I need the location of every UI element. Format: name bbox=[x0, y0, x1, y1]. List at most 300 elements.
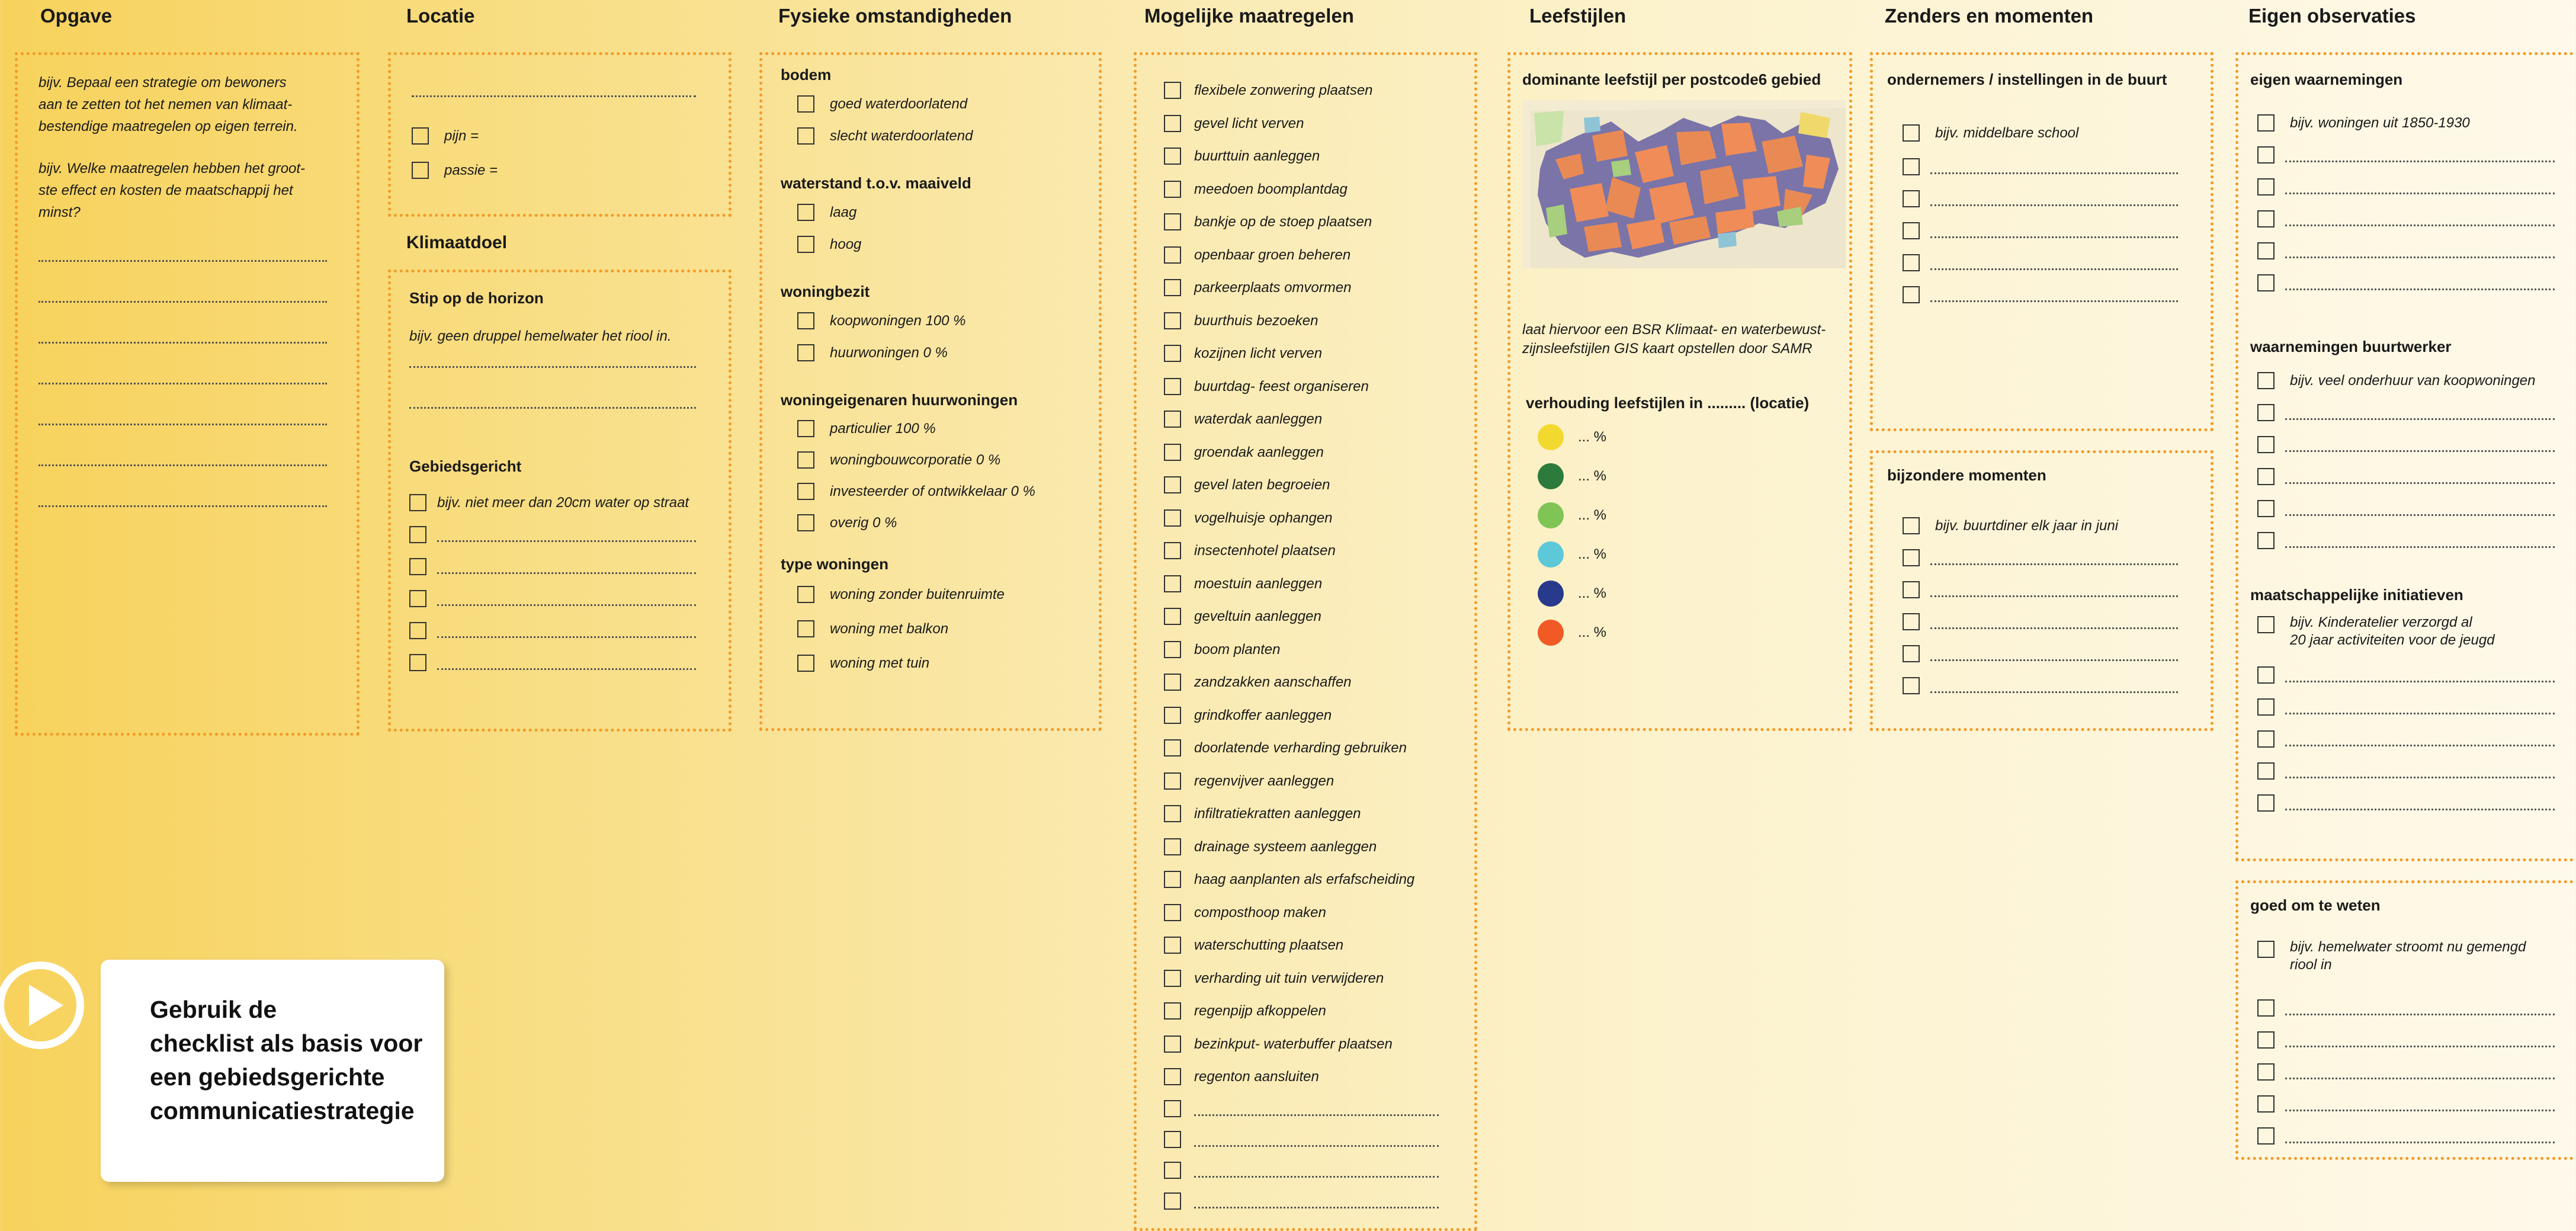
blank-line[interactable] bbox=[437, 559, 696, 574]
checkbox[interactable] bbox=[1903, 222, 1920, 239]
checkbox[interactable] bbox=[1164, 312, 1181, 329]
column-title-locatie: Locatie bbox=[406, 5, 475, 27]
callout-line: communicatiestrategie bbox=[150, 1097, 415, 1124]
checkbox[interactable] bbox=[2257, 1063, 2275, 1081]
checkbox[interactable] bbox=[797, 483, 814, 500]
leefstijl-legend bbox=[1538, 418, 1606, 652]
checkbox[interactable] bbox=[797, 586, 814, 603]
blank-line[interactable] bbox=[1194, 1163, 1439, 1178]
checkbox[interactable] bbox=[2257, 146, 2275, 164]
text-line: zijnsleefstijlen GIS kaart opstellen door SAMR bbox=[1522, 341, 1812, 357]
checkbox[interactable] bbox=[1164, 1068, 1181, 1085]
play-triangle bbox=[29, 985, 63, 1026]
checkbox[interactable] bbox=[2257, 532, 2275, 549]
dark-blue-swatch bbox=[1538, 581, 1564, 607]
checkbox[interactable] bbox=[2257, 500, 2275, 517]
maatregel-label: infiltratiekratten aanleggen bbox=[1194, 806, 1361, 822]
callout-line: een gebiedsgerichte bbox=[150, 1063, 385, 1091]
checkbox[interactable] bbox=[1164, 213, 1181, 230]
blank-line[interactable] bbox=[2285, 668, 2555, 682]
option-row[interactable] bbox=[781, 646, 1087, 680]
checkbox[interactable] bbox=[2257, 436, 2275, 453]
checkbox[interactable] bbox=[1903, 581, 1920, 598]
blank-line[interactable] bbox=[1930, 287, 2178, 302]
dominante-leefstijl-heading: dominante leefstijl per postcode6 gebied bbox=[1522, 70, 1821, 88]
checkbox[interactable] bbox=[1903, 286, 1920, 303]
goed-om-te-weten-panel bbox=[2235, 880, 2576, 1160]
blank-line[interactable] bbox=[1930, 159, 2178, 174]
checkbox[interactable] bbox=[409, 558, 426, 575]
checkbox[interactable] bbox=[1164, 411, 1181, 428]
maatregel-row[interactable] bbox=[1164, 436, 1439, 469]
checkbox[interactable] bbox=[1164, 608, 1181, 625]
checkbox[interactable] bbox=[797, 312, 814, 329]
checkbox[interactable] bbox=[1164, 1131, 1181, 1148]
checkbox[interactable] bbox=[2257, 666, 2275, 684]
blank-row[interactable] bbox=[409, 646, 696, 678]
example-row[interactable] bbox=[2250, 938, 2555, 992]
maatregel-label: buurttuin aanleggen bbox=[1194, 148, 1320, 165]
answer-line[interactable] bbox=[39, 300, 327, 303]
blank-row[interactable] bbox=[2250, 691, 2555, 723]
blank-row[interactable] bbox=[1887, 637, 2178, 669]
blank-line[interactable] bbox=[2285, 1001, 2555, 1015]
callout-line: Gebruik de bbox=[150, 996, 277, 1023]
maatregel-row[interactable] bbox=[1164, 173, 1439, 206]
pijn-row[interactable] bbox=[412, 120, 696, 152]
checkbox[interactable] bbox=[797, 204, 814, 221]
maatregel-row[interactable] bbox=[1164, 863, 1439, 896]
maatregel-row[interactable] bbox=[1164, 206, 1439, 239]
text-line: bijv. Bepaal een strategie om bewoners bbox=[39, 75, 287, 91]
text-line: riool in bbox=[2290, 957, 2332, 973]
blank-line[interactable] bbox=[2285, 1129, 2555, 1143]
blank-row[interactable] bbox=[1164, 1094, 1439, 1124]
option-row[interactable] bbox=[781, 228, 1087, 260]
checkbox[interactable] bbox=[412, 162, 429, 179]
blank-row[interactable] bbox=[409, 582, 696, 614]
blank-row[interactable] bbox=[2250, 787, 2555, 819]
checkbox[interactable] bbox=[2257, 1095, 2275, 1113]
answer-line[interactable] bbox=[39, 341, 327, 344]
checkbox[interactable] bbox=[1164, 904, 1181, 921]
blank-row[interactable] bbox=[2250, 524, 2555, 556]
checkbox[interactable] bbox=[1903, 190, 1920, 207]
option-row[interactable] bbox=[781, 196, 1087, 228]
maatregel-row[interactable] bbox=[1164, 732, 1439, 765]
checkbox[interactable] bbox=[1164, 246, 1181, 264]
checkbox[interactable] bbox=[409, 622, 426, 639]
legend-row bbox=[1538, 418, 1606, 457]
callout-line: checklist als basis voor bbox=[150, 1030, 423, 1057]
checkbox[interactable] bbox=[409, 654, 426, 671]
checkbox[interactable] bbox=[1164, 871, 1181, 888]
maatregel-row[interactable] bbox=[1164, 304, 1439, 338]
text-line: bijv. Welke maatregelen hebben het groot- bbox=[39, 161, 306, 177]
text-line: minst? bbox=[39, 204, 81, 220]
maatregel-label: doorlatende verharding gebruiken bbox=[1194, 740, 1407, 756]
blank-row[interactable] bbox=[2250, 1024, 2555, 1056]
answer-line[interactable] bbox=[39, 422, 327, 425]
maatregel-row[interactable] bbox=[1164, 107, 1439, 140]
play-icon[interactable] bbox=[0, 961, 84, 1049]
maatregel-row[interactable] bbox=[1164, 534, 1439, 568]
goed-om-te-weten-heading: goed om te weten bbox=[2250, 896, 2381, 914]
maatregel-row[interactable] bbox=[1164, 502, 1439, 535]
checkbox[interactable] bbox=[2257, 372, 2275, 389]
option-row[interactable] bbox=[781, 507, 1087, 538]
example-row[interactable] bbox=[1887, 115, 2178, 150]
checkbox[interactable] bbox=[1164, 148, 1181, 165]
blank-row[interactable] bbox=[2250, 659, 2555, 691]
blank-line[interactable] bbox=[1930, 550, 2178, 565]
blank-row[interactable] bbox=[409, 518, 696, 550]
option-row[interactable] bbox=[781, 304, 1087, 336]
checkbox[interactable] bbox=[1164, 476, 1181, 493]
leefstijl-map-image bbox=[1522, 100, 1846, 268]
checkbox[interactable] bbox=[797, 95, 814, 113]
blank-row[interactable] bbox=[2250, 396, 2555, 428]
maatregel-row[interactable] bbox=[1164, 995, 1439, 1028]
blank-line[interactable] bbox=[2285, 764, 2555, 778]
example-row[interactable] bbox=[1887, 509, 2178, 541]
blank-row[interactable] bbox=[2250, 1056, 2555, 1088]
checkbox[interactable] bbox=[1164, 542, 1181, 559]
blank-row[interactable] bbox=[1164, 1186, 1439, 1217]
checkbox[interactable] bbox=[1164, 674, 1181, 691]
blank-line[interactable] bbox=[2285, 700, 2555, 714]
checkbox[interactable] bbox=[2257, 210, 2275, 227]
option-label: goed waterdoorlatend bbox=[830, 95, 968, 112]
checkbox[interactable] bbox=[409, 590, 426, 607]
example-row[interactable] bbox=[2250, 107, 2555, 139]
checkbox[interactable] bbox=[1164, 1100, 1181, 1117]
maatregel-row[interactable] bbox=[1164, 699, 1439, 732]
option-row[interactable] bbox=[781, 476, 1087, 507]
maatregel-label: buurthuis bezoeken bbox=[1194, 312, 1319, 329]
blank-row[interactable] bbox=[2250, 723, 2555, 755]
blank-line[interactable] bbox=[1930, 191, 2178, 206]
blank-line[interactable] bbox=[437, 591, 696, 606]
maatregel-row[interactable] bbox=[1164, 403, 1439, 436]
answer-line[interactable] bbox=[39, 504, 327, 507]
checkbox[interactable] bbox=[797, 344, 814, 361]
checkbox[interactable] bbox=[1164, 575, 1181, 592]
checkbox[interactable] bbox=[2257, 941, 2275, 958]
answer-line[interactable] bbox=[39, 382, 327, 384]
blank-row[interactable] bbox=[2250, 1120, 2555, 1152]
maatregel-row[interactable] bbox=[1164, 140, 1439, 173]
maatregel-label: meedoen boomplantdag bbox=[1194, 181, 1348, 197]
checkbox[interactable] bbox=[797, 620, 814, 637]
column-title-maatregelen: Mogelijke maatregelen bbox=[1144, 5, 1354, 27]
maatregel-label: composthoop maken bbox=[1194, 904, 1326, 921]
blank-line[interactable] bbox=[2285, 437, 2555, 452]
checkbox[interactable] bbox=[2257, 178, 2275, 195]
blank-row[interactable] bbox=[1887, 541, 2178, 573]
option-row[interactable] bbox=[781, 336, 1087, 368]
checkbox[interactable] bbox=[2257, 1031, 2275, 1049]
blank-line[interactable] bbox=[1930, 582, 2178, 597]
maatregel-label: regenpijp afkoppelen bbox=[1194, 1003, 1326, 1020]
checkbox[interactable] bbox=[1164, 772, 1181, 790]
example-label bbox=[2290, 614, 2495, 649]
checkbox[interactable] bbox=[1903, 254, 1920, 271]
option-label: woningbouwcorporatie 0 % bbox=[830, 452, 1001, 468]
checkbox[interactable] bbox=[1903, 549, 1920, 566]
blank-line[interactable] bbox=[2285, 211, 2555, 226]
blank-row[interactable] bbox=[1887, 246, 2178, 278]
blank-row[interactable] bbox=[2250, 460, 2555, 492]
maatregel-row[interactable] bbox=[1164, 239, 1439, 272]
blank-row[interactable] bbox=[2250, 171, 2555, 203]
opgave-panel bbox=[15, 52, 360, 736]
blank-row[interactable] bbox=[2250, 492, 2555, 524]
blank-line[interactable] bbox=[2285, 501, 2555, 516]
maatregel-row[interactable] bbox=[1164, 633, 1439, 666]
option-row[interactable] bbox=[781, 611, 1087, 646]
klimaatdoel-title: Klimaatdoel bbox=[406, 233, 508, 252]
checkbox[interactable] bbox=[1903, 124, 1920, 142]
option-label: huurwoningen 0 % bbox=[830, 344, 948, 361]
checkbox[interactable] bbox=[1164, 444, 1181, 461]
locatie-panel bbox=[388, 52, 732, 217]
blank-line[interactable] bbox=[2285, 275, 2555, 290]
blank-row[interactable] bbox=[2250, 992, 2555, 1024]
checkbox[interactable] bbox=[797, 420, 814, 437]
option-label: hoog bbox=[830, 236, 862, 252]
maatregel-label: haag aanplanten als erfafscheiding bbox=[1194, 871, 1415, 888]
option-row[interactable] bbox=[781, 88, 1087, 120]
checkbox[interactable] bbox=[1164, 805, 1181, 822]
column-title-leefstijlen: Leefstijlen bbox=[1529, 5, 1627, 27]
blank-line[interactable] bbox=[1930, 646, 2178, 661]
checkbox[interactable] bbox=[1903, 517, 1920, 534]
maatregel-label: flexibele zonwering plaatsen bbox=[1194, 82, 1373, 99]
passie-row[interactable] bbox=[412, 152, 696, 188]
fysieke-panel bbox=[759, 52, 1102, 731]
checkbox[interactable] bbox=[1164, 1162, 1181, 1179]
percentage-label: ... % bbox=[1578, 468, 1607, 484]
blank-line[interactable] bbox=[1930, 678, 2178, 693]
turquoise-swatch bbox=[1538, 541, 1564, 568]
maatregel-row[interactable] bbox=[1164, 271, 1439, 304]
checkbox[interactable] bbox=[1164, 279, 1181, 296]
checkbox[interactable] bbox=[1164, 378, 1181, 395]
maatregel-row[interactable] bbox=[1164, 831, 1439, 864]
checkbox[interactable] bbox=[1903, 677, 1920, 694]
checkbox[interactable] bbox=[1164, 1002, 1181, 1020]
option-label: overig 0 % bbox=[830, 515, 897, 531]
text-line: 20 jaar activiteiten voor de jeugd bbox=[2290, 632, 2495, 648]
checkbox[interactable] bbox=[2257, 114, 2275, 132]
maatregel-row[interactable] bbox=[1164, 929, 1439, 962]
maatregel-row[interactable] bbox=[1164, 469, 1439, 502]
blank-row[interactable] bbox=[2250, 1088, 2555, 1120]
stip-example: bijv. geen druppel hemelwater het riool in. bbox=[409, 328, 672, 344]
maatregel-row[interactable] bbox=[1164, 568, 1439, 601]
blank-row[interactable] bbox=[2250, 755, 2555, 787]
checkbox[interactable] bbox=[2257, 468, 2275, 485]
blank-row[interactable] bbox=[409, 550, 696, 582]
answer-line[interactable] bbox=[409, 365, 696, 368]
example-row[interactable] bbox=[2250, 614, 2555, 659]
blank-line[interactable] bbox=[2285, 243, 2555, 258]
blank-line[interactable] bbox=[2285, 405, 2555, 420]
column-title-fysieke-omstandigheden: Fysieke omstandigheden bbox=[778, 5, 1012, 27]
blank-row[interactable] bbox=[2250, 203, 2555, 235]
maatregel-row[interactable] bbox=[1164, 666, 1439, 699]
option-row[interactable] bbox=[781, 120, 1087, 152]
example-row[interactable] bbox=[2250, 364, 2555, 396]
example-label bbox=[2290, 938, 2526, 974]
checkbox[interactable] bbox=[1164, 509, 1181, 527]
blank-line[interactable] bbox=[1194, 1101, 1439, 1116]
checkbox[interactable] bbox=[797, 514, 814, 531]
maatregel-label: regenton aansluiten bbox=[1194, 1069, 1319, 1085]
blank-row[interactable] bbox=[1887, 182, 2178, 214]
checkbox[interactable] bbox=[2257, 999, 2275, 1017]
checkbox[interactable] bbox=[409, 494, 426, 511]
maatregel-row[interactable] bbox=[1164, 896, 1439, 929]
checkbox[interactable] bbox=[2257, 730, 2275, 748]
text-line: ste effect en kosten de maatschappij het bbox=[39, 182, 293, 198]
blank-row[interactable] bbox=[1887, 669, 2178, 701]
checkbox[interactable] bbox=[797, 451, 814, 469]
checkbox[interactable] bbox=[797, 127, 814, 145]
blank-row[interactable] bbox=[409, 614, 696, 646]
blank-line[interactable] bbox=[2285, 469, 2555, 484]
blank-line[interactable] bbox=[437, 527, 696, 542]
checkbox[interactable] bbox=[1164, 937, 1181, 954]
blank-line[interactable] bbox=[2285, 533, 2555, 548]
dark-green-swatch bbox=[1538, 463, 1564, 489]
maatregel-label: vogelhuisje ophangen bbox=[1194, 509, 1333, 526]
maatregel-row[interactable] bbox=[1164, 600, 1439, 633]
blank-line[interactable] bbox=[1930, 255, 2178, 270]
option-label: laag bbox=[830, 204, 857, 220]
blank-line[interactable] bbox=[437, 623, 696, 638]
blank-line[interactable] bbox=[2285, 1033, 2555, 1047]
text-line: bijv. hemelwater stroomt nu gemengd bbox=[2290, 939, 2526, 955]
checkbox[interactable] bbox=[2257, 242, 2275, 259]
maatregel-row[interactable] bbox=[1164, 765, 1439, 798]
maatregel-row[interactable] bbox=[1164, 962, 1439, 995]
checkbox[interactable] bbox=[1903, 613, 1920, 630]
maatregel-label: openbaar groen beheren bbox=[1194, 246, 1351, 263]
option-label: slecht waterdoorlatend bbox=[830, 127, 973, 144]
example-label: bijv. veel onderhuur van koopwoningen bbox=[2290, 372, 2536, 389]
checkbox[interactable] bbox=[2257, 698, 2275, 716]
percentage-label: ... % bbox=[1578, 624, 1607, 640]
blank-line[interactable] bbox=[2285, 796, 2555, 810]
leefstijlen-panel bbox=[1507, 52, 1852, 731]
option-row[interactable] bbox=[781, 577, 1087, 611]
maatregel-row[interactable] bbox=[1164, 797, 1439, 831]
momenten-heading: bijzondere momenten bbox=[1887, 466, 2046, 484]
checkbox[interactable] bbox=[1164, 838, 1181, 855]
blank-row[interactable] bbox=[2250, 428, 2555, 460]
blank-line[interactable] bbox=[2285, 148, 2555, 162]
blank-line[interactable] bbox=[2285, 1097, 2555, 1111]
gebied-example-row[interactable] bbox=[409, 486, 696, 518]
blank-row[interactable] bbox=[1887, 278, 2178, 310]
checkbox[interactable] bbox=[1164, 1036, 1181, 1053]
maatregel-label: zandzakken aanschaffen bbox=[1194, 674, 1352, 691]
checkbox[interactable] bbox=[412, 127, 429, 145]
blank-row[interactable] bbox=[1887, 605, 2178, 637]
checkbox[interactable] bbox=[1164, 181, 1181, 198]
maatregel-row[interactable] bbox=[1164, 337, 1439, 370]
blank-row[interactable] bbox=[1164, 1155, 1439, 1186]
checkbox[interactable] bbox=[2257, 762, 2275, 780]
orange-swatch bbox=[1538, 620, 1564, 646]
maatregel-label: boom planten bbox=[1194, 641, 1281, 658]
checkbox[interactable] bbox=[2257, 274, 2275, 291]
ondernemers-heading: ondernemers / instellingen in de buurt bbox=[1887, 70, 2167, 88]
checkbox[interactable] bbox=[1164, 345, 1181, 362]
checkbox[interactable] bbox=[797, 655, 814, 672]
blank-line[interactable] bbox=[1930, 614, 2178, 629]
blank-row[interactable] bbox=[2250, 235, 2555, 267]
blank-line[interactable] bbox=[2285, 179, 2555, 194]
option-row[interactable] bbox=[781, 444, 1087, 476]
checkbox[interactable] bbox=[1164, 1192, 1181, 1210]
answer-line[interactable] bbox=[39, 259, 327, 262]
checkbox[interactable] bbox=[2257, 1127, 2275, 1145]
blank-row[interactable] bbox=[1164, 1124, 1439, 1155]
blank-row[interactable] bbox=[1887, 214, 2178, 246]
blank-line[interactable] bbox=[2285, 732, 2555, 746]
checkbox[interactable] bbox=[1164, 82, 1181, 99]
blank-line[interactable] bbox=[437, 655, 696, 670]
checkbox[interactable] bbox=[1164, 707, 1181, 724]
blank-line[interactable] bbox=[1194, 1132, 1439, 1147]
checkbox[interactable] bbox=[409, 526, 426, 543]
maatregel-row[interactable] bbox=[1164, 74, 1439, 107]
maatregel-row[interactable] bbox=[1164, 1060, 1439, 1094]
checkbox[interactable] bbox=[1903, 645, 1920, 662]
checkbox[interactable] bbox=[1164, 115, 1181, 132]
text-line: aan te zetten tot het nemen van klimaat- bbox=[39, 97, 293, 113]
checkbox[interactable] bbox=[1164, 641, 1181, 658]
woningbezit-heading: woningbezit bbox=[781, 283, 870, 300]
maatregel-row[interactable] bbox=[1164, 1028, 1439, 1061]
blank-row[interactable] bbox=[2250, 267, 2555, 299]
blank-row[interactable] bbox=[2250, 139, 2555, 171]
stip-heading: Stip op de horizon bbox=[409, 289, 544, 307]
answer-line[interactable] bbox=[39, 463, 327, 466]
checkbox[interactable] bbox=[1164, 970, 1181, 987]
maatregel-label: bankje op de stoep plaatsen bbox=[1194, 214, 1372, 230]
blank-row[interactable] bbox=[1887, 573, 2178, 605]
checkbox[interactable] bbox=[2257, 616, 2275, 633]
checkbox[interactable] bbox=[1903, 158, 1920, 175]
blank-line[interactable] bbox=[1930, 223, 2178, 238]
checkbox[interactable] bbox=[2257, 404, 2275, 421]
checkbox[interactable] bbox=[797, 236, 814, 253]
verhouding-heading: verhouding leefstijlen in ......... (locatie) bbox=[1526, 394, 1810, 412]
maatregel-row[interactable] bbox=[1164, 370, 1439, 403]
blank-line[interactable] bbox=[2285, 1065, 2555, 1079]
yellow-swatch bbox=[1538, 424, 1564, 450]
column-title-opgave: Opgave bbox=[40, 5, 113, 27]
option-row[interactable] bbox=[781, 413, 1087, 444]
checkbox[interactable] bbox=[1164, 739, 1181, 756]
blank-row[interactable] bbox=[1887, 150, 2178, 182]
blank-line[interactable] bbox=[1194, 1194, 1439, 1208]
checkbox[interactable] bbox=[2257, 794, 2275, 812]
